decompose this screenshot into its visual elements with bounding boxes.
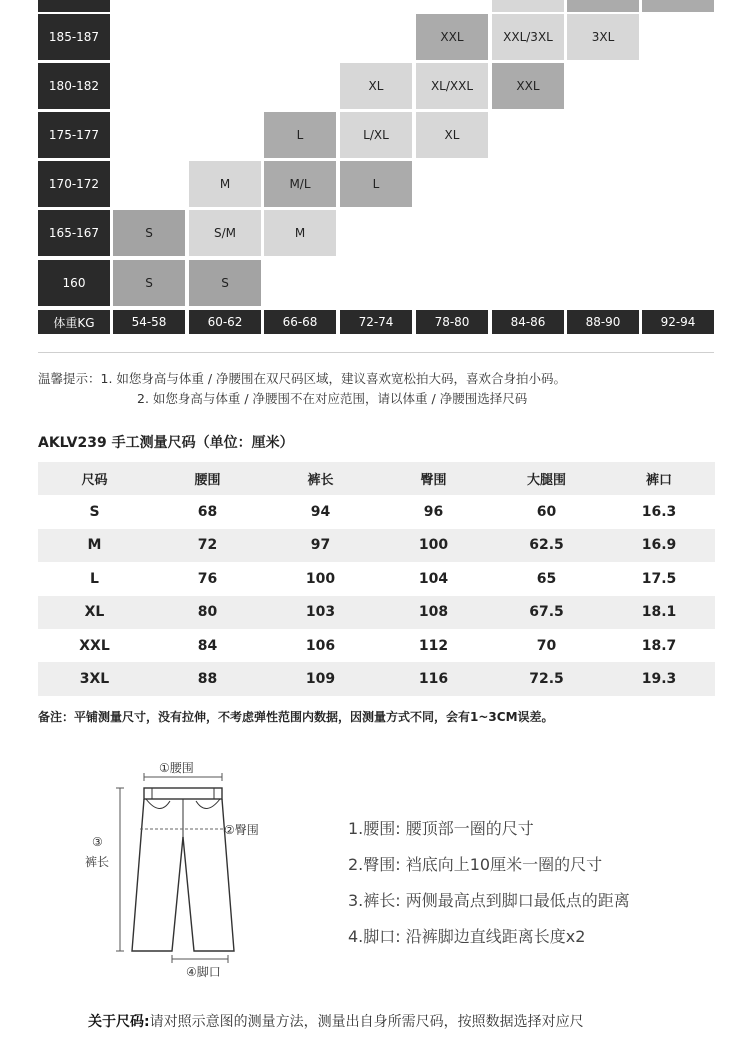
legend-item: 2.臀围: 裆底向上10厘米一圈的尺寸	[348, 855, 603, 874]
table-cell: 18.1	[641, 604, 677, 621]
legend-item: 4.脚口: 沿裤脚边直线距离长度x2	[348, 927, 586, 946]
weight-value: 88-90	[567, 310, 639, 334]
table-cell: 3XL	[79, 671, 110, 688]
table-row	[38, 629, 715, 662]
table-cell: 16.3	[641, 504, 677, 521]
table-cell: 96	[423, 504, 444, 521]
table-cell: 109	[305, 671, 336, 688]
table-cell: 72	[197, 537, 218, 554]
size-table	[38, 462, 715, 696]
table-header-cell: 腰围	[194, 473, 221, 489]
grid-size-cell: S	[189, 260, 261, 306]
table-cell: 17.5	[641, 570, 677, 587]
table-cell: 108	[418, 604, 449, 621]
grid-size-cell: L	[264, 112, 336, 158]
table-row	[38, 562, 715, 595]
table-cell: 76	[197, 570, 218, 587]
table-cell: 106	[305, 637, 336, 654]
grid-size-cell: XXL	[416, 14, 488, 60]
weight-label: 体重KG	[38, 310, 110, 334]
grid-size-cell: M	[189, 161, 261, 207]
grid-size-cell: XL	[340, 63, 412, 109]
grid-size-cell: M	[264, 210, 336, 256]
table-header-cell: 尺码	[81, 473, 108, 489]
table-cell: 60	[536, 504, 557, 521]
table-cell: 18.7	[641, 637, 677, 654]
section-divider	[38, 352, 714, 353]
weight-value: 84-86	[492, 310, 564, 334]
pants-measurement-diagram	[80, 755, 280, 985]
weight-value: 60-62	[189, 310, 261, 334]
legend-item: 3.裤长: 两侧最高点到脚口最低点的距离	[348, 891, 630, 910]
table-cell: 88	[197, 671, 218, 688]
grid-size-cell: L/XL	[340, 112, 412, 158]
grid-height-label: 170-172	[38, 161, 110, 207]
table-cell: 94	[310, 504, 331, 521]
table-cell: 100	[305, 570, 336, 587]
grid-size-cell: XL/XXL	[416, 63, 488, 109]
diagram-label-hem: ④脚口	[186, 965, 221, 979]
table-cell: 100	[418, 537, 449, 554]
table-cell: 80	[197, 604, 218, 621]
weight-value: 54-58	[113, 310, 185, 334]
table-cell: 104	[418, 570, 449, 587]
grid-height-label: 165-167	[38, 210, 110, 256]
table-cell: 103	[305, 604, 336, 621]
weight-value: 66-68	[264, 310, 336, 334]
table-cell: 19.3	[641, 671, 677, 688]
table-cell: 70	[536, 637, 557, 654]
tip-line-1: 温馨提示：1. 如您身高与体重 / 净腰围在双尺码区域，建议喜欢宽松拍大码，喜欢合身拍小码。	[38, 371, 567, 386]
table-row	[38, 662, 715, 695]
grid-row-partial-label	[38, 0, 110, 12]
diagram-label-hip: ②臀围	[224, 823, 259, 837]
table-header-cell: 大腿围	[526, 473, 566, 489]
footer-label: 关于尺码:	[88, 1014, 150, 1030]
size-grid	[0, 0, 750, 340]
grid-height-label: 185-187	[38, 14, 110, 60]
grid-cell-partial	[492, 0, 564, 12]
tip-line-2: 2. 如您身高与体重 / 净腰围不在对应范围，请以体重 / 净腰围选择尺码	[137, 391, 528, 406]
table-cell: 16.9	[641, 537, 677, 554]
table-cell: M	[87, 537, 102, 554]
table-header-cell: 裤口	[645, 473, 672, 489]
table-cell: 68	[197, 504, 218, 521]
grid-height-label: 160	[38, 260, 110, 306]
grid-size-cell: S	[113, 260, 185, 306]
grid-cell-partial	[567, 0, 639, 12]
table-cell: 67.5	[529, 604, 564, 621]
grid-size-cell: S/M	[189, 210, 261, 256]
table-header-row	[38, 462, 715, 495]
grid-size-cell: 3XL	[567, 14, 639, 60]
weight-value: 92-94	[642, 310, 714, 334]
table-cell: 112	[418, 637, 449, 654]
table-cell: L	[90, 570, 99, 587]
table-cell: XXL	[79, 637, 110, 654]
table-cell: 65	[536, 570, 557, 587]
table-header-cell: 臀围	[420, 473, 447, 489]
table-row	[38, 529, 715, 562]
diagram-label-waist: ①腰围	[159, 761, 194, 775]
grid-size-cell: XXL	[492, 63, 564, 109]
legend-item: 1.腰围: 腰顶部一圈的尺寸	[348, 819, 534, 838]
table-remark: 备注：平铺测量尺寸，没有拉伸，不考虑弹性范围内数据，因测量方式不同，会有1~3CM误差。	[38, 710, 554, 724]
table-cell: XL	[84, 604, 105, 621]
diagram-label-length-num: ③	[92, 835, 103, 849]
grid-size-cell: L	[340, 161, 412, 207]
grid-size-cell: XL	[416, 112, 488, 158]
weight-value: 72-74	[340, 310, 412, 334]
footer-text: 请对照示意图的测量方法，测量出自身所需尺码，按照数据选择对应尺	[149, 1014, 584, 1030]
diagram-label-length: 裤长	[85, 855, 110, 869]
grid-size-cell: XXL/3XL	[492, 14, 564, 60]
table-title: AKLV239 手工测量尺码（单位：厘米）	[38, 435, 294, 451]
table-row	[38, 495, 715, 528]
pants-icon	[80, 755, 280, 985]
grid-height-label: 180-182	[38, 63, 110, 109]
table-cell: 97	[310, 537, 331, 554]
table-row	[38, 596, 715, 629]
table-header-cell: 裤长	[307, 473, 334, 489]
table-cell: 72.5	[529, 671, 564, 688]
grid-size-cell: M/L	[264, 161, 336, 207]
table-cell: 116	[418, 671, 449, 688]
weight-value: 78-80	[416, 310, 488, 334]
grid-cell-partial	[642, 0, 714, 12]
grid-height-label: 175-177	[38, 112, 110, 158]
grid-size-cell: S	[113, 210, 185, 256]
table-cell: S	[89, 504, 100, 521]
size-footer-note	[88, 1011, 584, 1031]
table-cell: 62.5	[529, 537, 564, 554]
table-cell: 84	[197, 637, 218, 654]
